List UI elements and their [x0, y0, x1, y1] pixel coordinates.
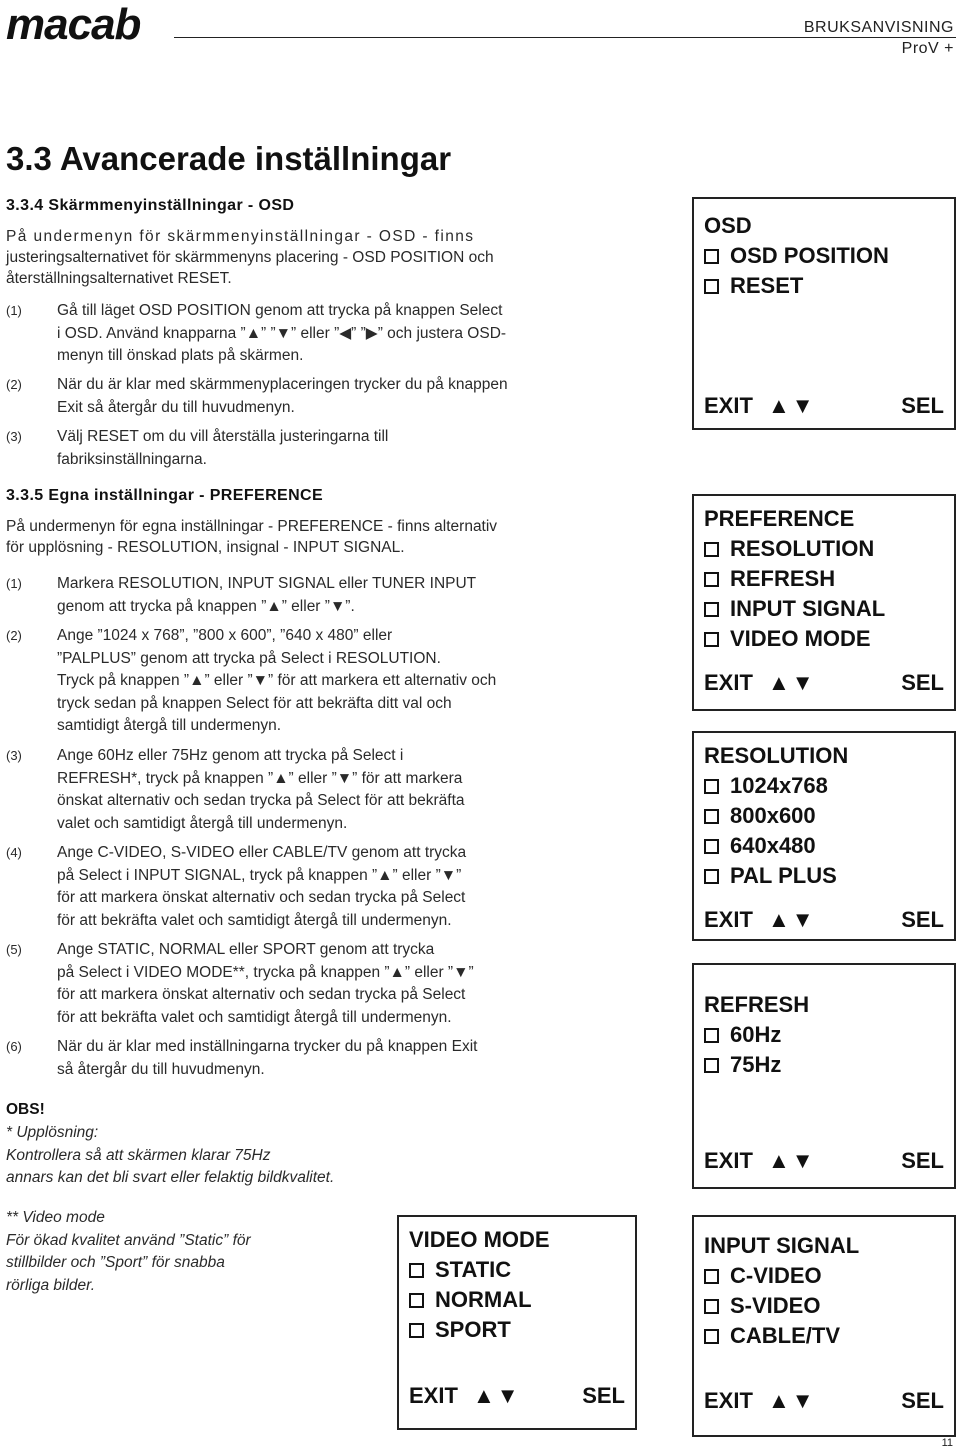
header-rule — [174, 37, 956, 38]
checkbox-icon — [704, 602, 719, 617]
menu-title: VIDEO MODE — [409, 1227, 550, 1252]
step-line: Välj RESET om du vill återställa justeringarna till — [57, 428, 389, 445]
checkbox-icon — [704, 1058, 719, 1073]
pref-intro-line: för upplösning - RESOLUTION, insignal - INPUT SIGNAL. — [6, 539, 405, 556]
step-line: samtidigt återgå till undermenyn. — [57, 717, 282, 734]
checkbox-icon — [704, 279, 719, 294]
checkbox-icon — [704, 249, 719, 264]
menu-option: RESET — [704, 273, 803, 299]
osd-intro-line: återställningsalternativet RESET. — [6, 270, 232, 287]
step-number: (2) — [6, 377, 22, 392]
step-line: Ange ”1024 x 768”, ”800 x 600”, ”640 x 480” eller — [57, 627, 393, 644]
input-signal-menu-box — [692, 1215, 956, 1437]
osd-heading: 3.3.4 Skärmmenyinställningar - OSD — [6, 197, 295, 214]
video-mode-menu-box — [397, 1215, 637, 1430]
step-number: (1) — [6, 303, 22, 318]
sel-label: SEL — [901, 907, 944, 932]
checkbox-icon — [409, 1263, 424, 1278]
menu-title: INPUT SIGNAL — [704, 1233, 860, 1258]
step-number: (4) — [6, 845, 22, 860]
section-title: 3.3 Avancerade inställningar — [6, 140, 452, 177]
menu-option: PAL PLUS — [704, 863, 837, 889]
step-line: för att bekräfta valet och samtidigt återgå till undermenyn. — [57, 1008, 452, 1026]
menu-title: PREFERENCE — [704, 506, 855, 531]
exit-label: EXIT — [704, 670, 753, 695]
refresh-menu-box — [692, 963, 956, 1189]
pref-intro — [6, 516, 586, 558]
checkbox-icon — [704, 1269, 719, 1284]
checkbox-icon — [704, 1299, 719, 1314]
step-line: för att markera önskat alternativ och sedan trycka på Select — [57, 889, 466, 906]
preference-menu-box — [692, 494, 956, 711]
exit-label: EXIT — [409, 1383, 458, 1408]
menu-option: REFRESH — [704, 566, 835, 592]
up-down-arrows-icon: ▲▼ — [473, 1383, 521, 1408]
step-line: fabriksinställningarna. — [57, 450, 207, 468]
menu-option: STATIC — [409, 1257, 511, 1283]
sel-label: SEL — [901, 670, 944, 695]
menu-option: NORMAL — [409, 1287, 532, 1313]
osd-intro-line: På undermenyn för skärmmenyinställningar - OSD - finns — [6, 228, 475, 245]
pref-heading: 3.3.5 Egna inställningar - PREFERENCE — [6, 487, 324, 504]
menu-option: SPORT — [409, 1317, 511, 1343]
checkbox-icon — [409, 1293, 424, 1308]
step-number: (5) — [6, 942, 22, 957]
step-line: Tryck på knappen ”▲” eller ”▼” för att markera ett alternativ och — [57, 672, 497, 689]
page-number: 11 — [941, 1437, 953, 1449]
pref-intro-line: På undermenyn för egna inställningar - PREFERENCE - finns alternativ — [6, 518, 498, 535]
menu-option: 60Hz — [704, 1022, 781, 1048]
step-line: Ange 60Hz eller 75Hz genom att trycka på Select i — [57, 747, 404, 764]
up-down-arrows-icon: ▲▼ — [768, 907, 816, 932]
osd-intro — [6, 226, 586, 289]
exit-label: EXIT — [704, 1388, 753, 1413]
checkbox-icon — [704, 632, 719, 647]
checkbox-icon — [704, 839, 719, 854]
step-line: När du är klar med inställningarna trycker du på knappen Exit — [57, 1038, 478, 1055]
checkbox-icon — [704, 1028, 719, 1043]
step-line: på Select i INPUT SIGNAL, tryck på knappen ”▲” eller ”▼” — [57, 866, 462, 884]
menu-option: RESOLUTION — [704, 536, 874, 562]
step-line: på Select i VIDEO MODE**, trycka på knappen ”▲” eller ”▼” — [57, 963, 474, 981]
exit-label: EXIT — [704, 1148, 753, 1173]
step-number: (1) — [6, 576, 22, 591]
up-down-arrows-icon: ▲▼ — [768, 393, 816, 418]
osd-menu-box — [692, 197, 956, 430]
checkbox-icon — [704, 1329, 719, 1344]
sel-label: SEL — [582, 1383, 625, 1408]
step-line: Markera RESOLUTION, INPUT SIGNAL eller TUNER INPUT — [57, 575, 477, 592]
checkbox-icon — [704, 779, 719, 794]
exit-label: EXIT — [704, 907, 753, 932]
menu-option: INPUT SIGNAL — [704, 596, 885, 622]
menu-option: 1024x768 — [704, 773, 828, 799]
step-number: (3) — [6, 429, 22, 444]
menu-option: VIDEO MODE — [704, 626, 871, 652]
menu-title: OSD — [704, 213, 752, 238]
sel-label: SEL — [901, 393, 944, 418]
step-line: Exit så återgår du till huvudmenyn. — [57, 398, 295, 416]
note-line: För ökad kvalitet använd ”Static” för — [6, 1231, 251, 1249]
osd-intro-line: justeringsalternativet för skärmmenyns placering - OSD POSITION och — [6, 249, 494, 266]
step-line: Ange C-VIDEO, S-VIDEO eller CABLE/TV genom att trycka — [57, 844, 467, 861]
note-line: annars kan det bli svart eller felaktig bildkvalitet. — [6, 1169, 335, 1186]
menu-option: 800x600 — [704, 803, 816, 829]
checkbox-icon — [704, 809, 719, 824]
menu-option: 75Hz — [704, 1052, 781, 1078]
step-line: i OSD. Använd knapparna ”▲” ”▼” eller ”◀” ”▶” och justera OSD- — [57, 324, 507, 342]
sel-label: SEL — [901, 1388, 944, 1413]
step-number: (2) — [6, 628, 22, 643]
up-down-arrows-icon: ▲▼ — [768, 1148, 816, 1173]
step-number: (6) — [6, 1039, 22, 1054]
up-down-arrows-icon: ▲▼ — [768, 670, 816, 695]
menu-option: 640x480 — [704, 833, 816, 859]
step-line: för att bekräfta valet och samtidigt återgå till undermenyn. — [57, 911, 452, 929]
step-line: för att markera önskat alternativ och sedan trycka på Select — [57, 986, 466, 1003]
step-line: valet och samtidigt återgå till undermenyn. — [57, 814, 348, 832]
checkbox-icon — [704, 572, 719, 587]
step-line: genom att trycka på knappen ”▲” eller ”▼”. — [57, 597, 355, 615]
step-line: Gå till läget OSD POSITION genom att trycka på knappen Select — [57, 302, 503, 319]
step-line: tryck sedan på knappen Select för att bekräfta ditt val och — [57, 694, 452, 712]
note-line: Kontrollera så att skärmen klarar 75Hz — [6, 1146, 271, 1164]
step-line: Ange STATIC, NORMAL eller SPORT genom att trycka — [57, 941, 435, 958]
sel-label: SEL — [901, 1148, 944, 1173]
menu-title: REFRESH — [704, 992, 810, 1017]
note-line: * Upplösning: — [6, 1124, 99, 1141]
note-line: stillbilder och ”Sport” för snabba — [6, 1254, 225, 1271]
resolution-menu-box — [692, 731, 956, 941]
note-line: ** Video mode — [6, 1209, 105, 1226]
step-number: (3) — [6, 748, 22, 763]
up-down-arrows-icon: ▲▼ — [768, 1388, 816, 1413]
obs-label: OBS! — [6, 1101, 45, 1118]
menu-option: S-VIDEO — [704, 1293, 820, 1319]
product-name: ProV + — [901, 40, 954, 57]
menu-option: C-VIDEO — [704, 1263, 822, 1289]
checkbox-icon — [409, 1323, 424, 1338]
checkbox-icon — [704, 542, 719, 557]
note-line: rörliga bilder. — [6, 1276, 96, 1294]
exit-label: EXIT — [704, 393, 753, 418]
step-line: När du är klar med skärmmenyplaceringen trycker du på knappen — [57, 376, 508, 393]
manual-label: BRUKSANVISNING — [803, 19, 954, 36]
menu-title: RESOLUTION — [704, 743, 849, 768]
step-line: så återgår du till huvudmenyn. — [57, 1060, 265, 1078]
menu-option: OSD POSITION — [704, 243, 889, 269]
video-mode-note — [6, 1207, 251, 1297]
step-line: önskat alternativ och sedan trycka på Select för att bekräfta — [57, 792, 465, 809]
brand-logo: macab — [6, 0, 141, 49]
resolution-note — [6, 1122, 334, 1190]
checkbox-icon — [704, 869, 719, 884]
step-line: REFRESH*, tryck på knappen ”▲” eller ”▼” för att markera — [57, 769, 463, 787]
step-line: menyn till önskad plats på skärmen. — [57, 347, 304, 364]
menu-option: CABLE/TV — [704, 1323, 840, 1349]
step-line: ”PALPLUS” genom att trycka på Select i RESOLUTION. — [57, 649, 441, 667]
